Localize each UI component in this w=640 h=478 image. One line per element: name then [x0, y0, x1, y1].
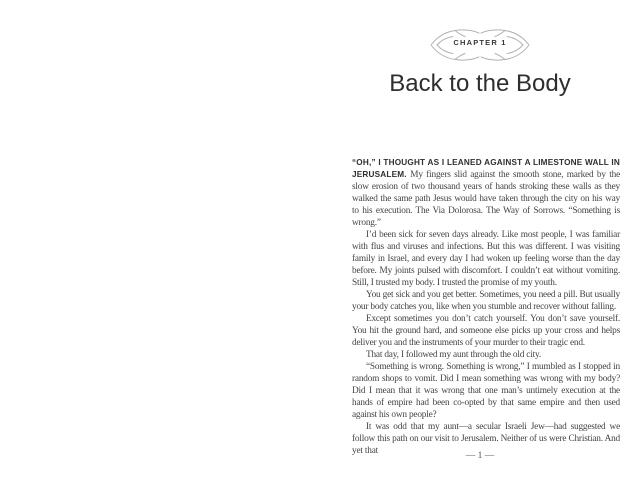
right-page	[340, 0, 620, 478]
paragraph-text: My fingers slid against the smooth stone, marked by the slow erosion of two thousand years of hands stroking these walls as they walked the same path Jesus would have taken through the city on his way to his execution. The Via Dolorosa. The Way of Sorrows. “Something is wrong.”	[352, 170, 621, 228]
paragraph: I’d been sick for seven days already. Like most people, I was familiar with flus and viruses and infections. But this was different. I was visiting family in Israel, and every day I had woken up feeling worse than the day before. My joints pulsed with discomfort. I couldn’t eat without vomiting. Still, I trusted my body. I trusted the promise of my youth.	[352, 230, 620, 288]
paragraph: “Something is wrong. Something is wrong,” I mumbled as I stopped in random shops to vomit. Did I mean something was wrong with my body? Did I mean that it was wrong that one man’s untimely execution at the hands of empire had been co-opted by that same empire and then used against his own people?	[352, 362, 620, 420]
lead-in-text: “OH,” I THOUGHT AS I LEANED AGAINST A LIMESTONE WALL IN JERUSALEM.	[352, 158, 620, 179]
paragraph: Except sometimes you don’t catch yourself. You don’t save yourself. You hit the ground hard, and someone else picks up your cross and helps deliver you and the instruments of your murder to their tragic end.	[352, 314, 620, 348]
paragraph: It was odd that my aunt—a secular Israeli Jew—had suggested we follow this path on our visit to Jerusalem. Neither of us were Christian. And yet that	[352, 422, 620, 456]
chapter-label: CHAPTER 1	[453, 38, 507, 47]
body-text	[352, 157, 620, 457]
paragraph	[352, 157, 620, 229]
page-number: — 1 —	[465, 451, 495, 461]
paragraph: You get sick and you get better. Sometimes, you need a pill. But usually your body catches you, like when you stumble and recover without falling.	[352, 290, 620, 312]
chapter-title: Back to the Body	[389, 70, 571, 97]
paragraph: That day, I followed my aunt through the old city.	[366, 350, 541, 360]
